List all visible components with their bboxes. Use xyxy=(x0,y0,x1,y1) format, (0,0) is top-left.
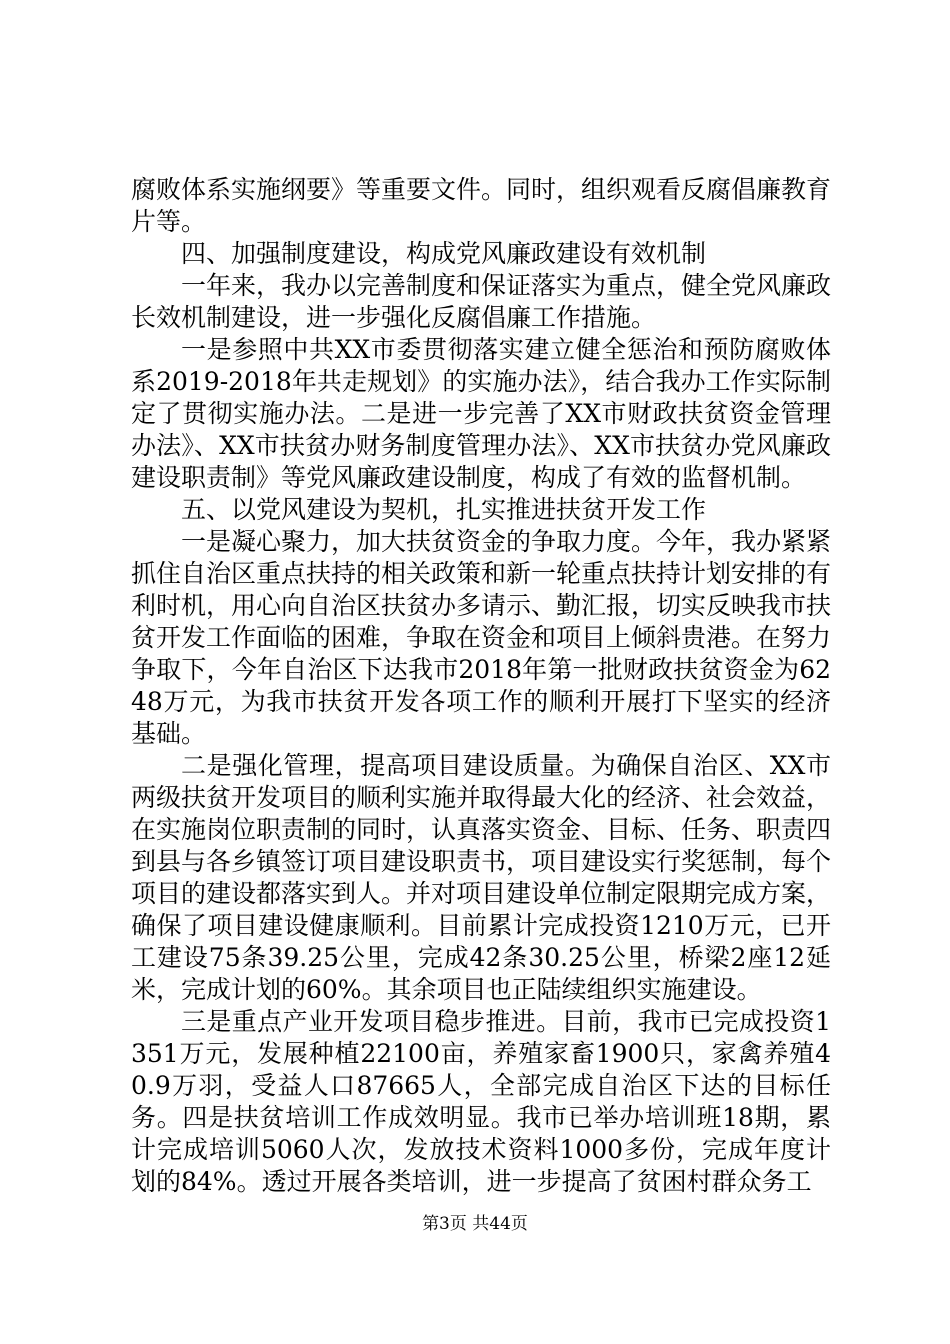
page-footer: 第3页 共44页 xyxy=(422,1214,528,1234)
document-body xyxy=(131,174,831,1198)
paragraph: 一是凝心聚力，加大扶贫资金的争取力度。今年，我办紧紧抓住自治区重点扶持的相关政策和新一轮重点扶持计划安排的有利时机，用心向自治区扶贫办多请示、勤汇报，切实反映我市扶贫开发工作面临的困难，争取在资金和项目上倾斜贵港。在努力争取下，今年自治区下达我市2018年第一批财政扶贫资金为6248万元，为我市扶贫开发各项工作的顺利开展打下坚实的经济基础。 xyxy=(131,527,832,748)
paragraph: 一是参照中共XX市委贯彻落实建立健全惩治和预防腐败体系2019-2018年共走规划》的实施办法》，结合我办工作实际制定了贯彻实施办法。二是进一步完善了XX市财政扶贫资金管理办法》、XX市扶贫办财务制度管理办法》、XX市扶贫办党风廉政建设职责制》等党风廉政建设制度，构成了有效的监督机制。 xyxy=(131,335,831,492)
paragraph-continuation: 腐败体系实施纲要》等重要文件。同时，组织观看反腐倡廉教育片等。 xyxy=(131,175,832,236)
section-heading-5: 五、以党风建设为契机，扎实推进扶贫开发工作 xyxy=(181,495,707,524)
paragraph: 一年来，我办以完善制度和保证落实为重点，健全党风廉政长效机制建设，进一步强化反腐倡廉工作措施。 xyxy=(131,271,832,332)
paragraph: 二是强化管理，提高项目建设质量。为确保自治区、XX市两级扶贫开发项目的顺利实施并取得最大化的经济、社会效益，在实施岗位职责制的同时，认真落实资金、目标、任务、职责四到县与各乡镇签订项目建设职责书，项目建设实行奖惩制，每个项目的建设都落实到人。并对项目建设单位制定限期完成方案，确保了项目建设健康顺利。目前累计完成投资1210万元，已开工建设75条39.25公里，完成42条30.25公里，桥梁2座12延米，完成计划的60%。其余项目也正陆续组织实施建设。 xyxy=(131,751,832,1004)
section-heading-4: 四、加强制度建设，构成党风廉政建设有效机制 xyxy=(181,239,707,268)
paragraph: 三是重点产业开发项目稳步推进。目前，我市已完成投资1351万元，发展种植22100亩，养殖家畜1900只，家禽养殖40.9万羽，受益人口87665人，全部完成自治区下达的目标任务。四是扶贫培训工作成效明显。我市已举办培训班18期，累计完成培训5060人次，发放技术资料1000多份，完成年度计划的84%。透过开展各类培训，进一步提高了贫困村群众务工 xyxy=(131,1007,831,1196)
